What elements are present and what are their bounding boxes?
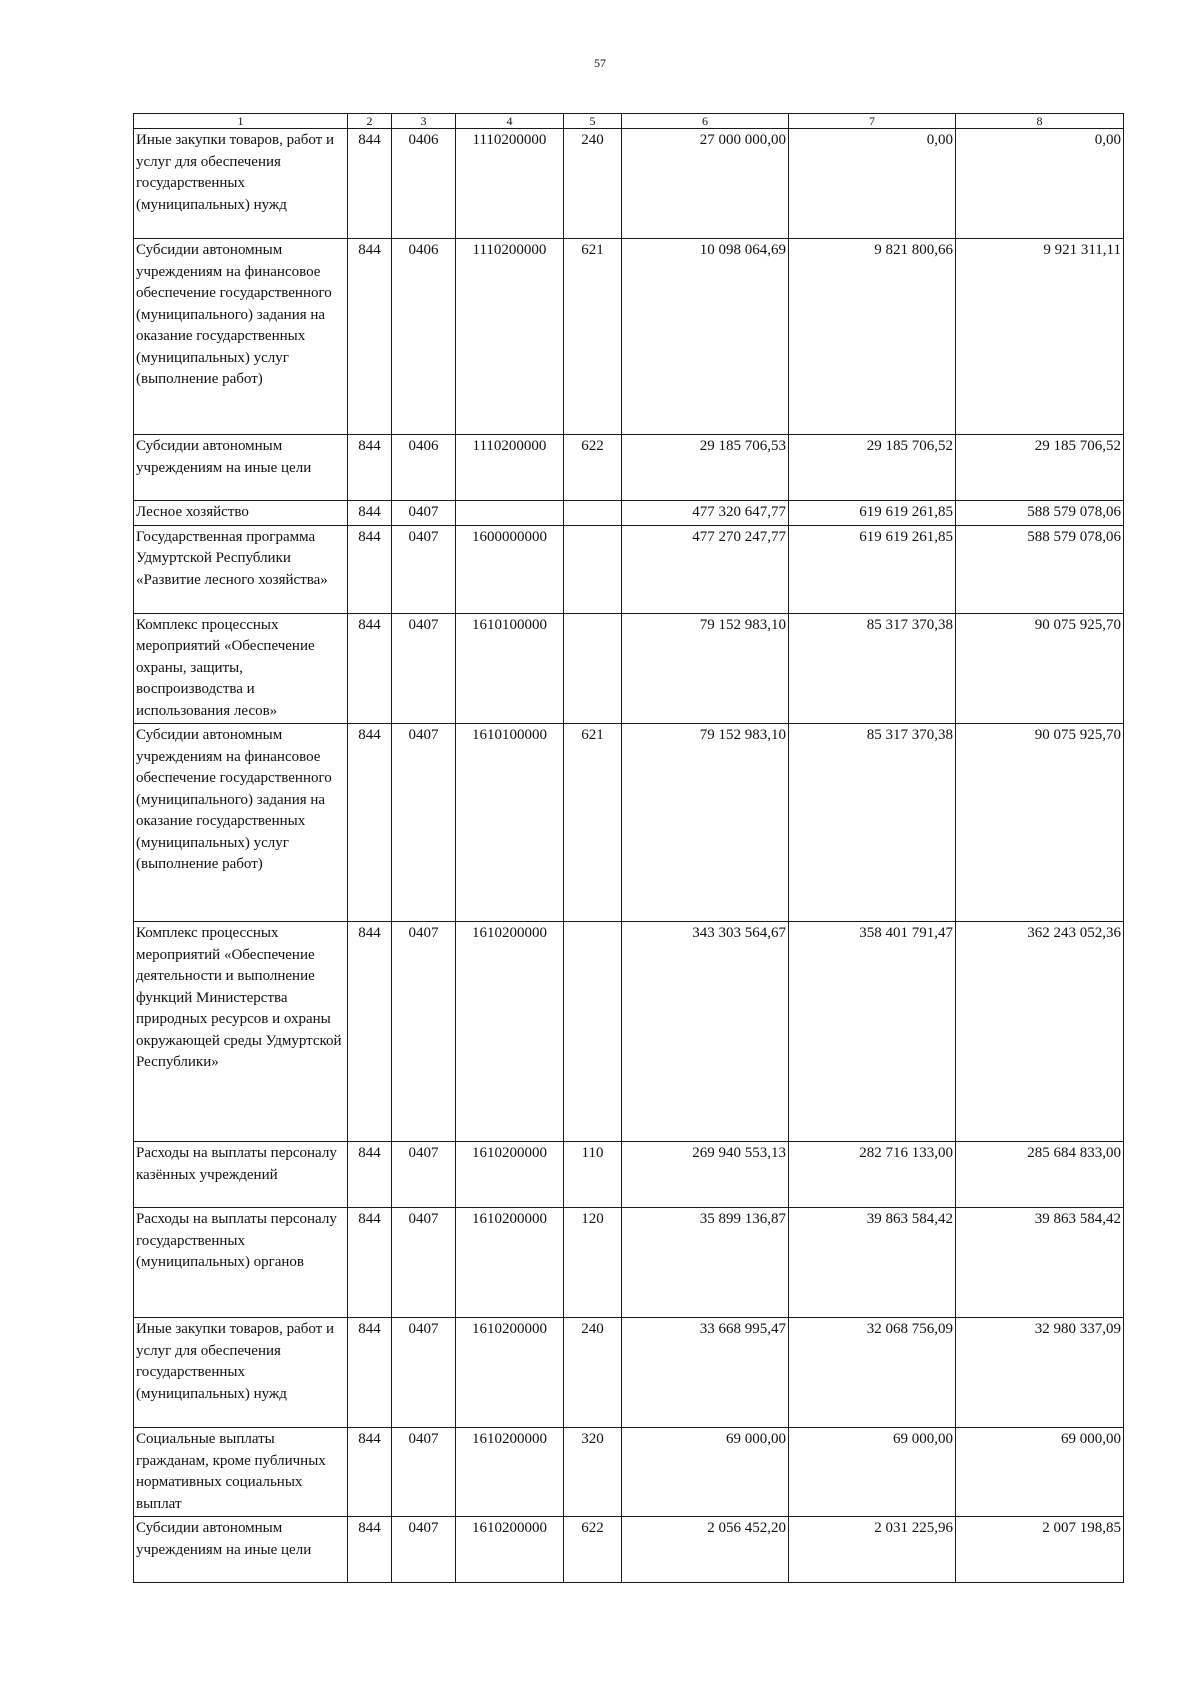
- expense-name: Иные закупки товаров, работ и услуг для обеспечения государственных (муниципальных) нужд: [134, 1318, 348, 1428]
- expense-type-code: [564, 922, 622, 1142]
- expense-name: Государственная программа Удмуртской Республики «Развитие лесного хозяйства»: [134, 525, 348, 613]
- amount-year-3: 362 243 052,36: [956, 922, 1124, 1142]
- target-article-code: 1610200000: [456, 1318, 564, 1428]
- table-row: [134, 435, 1124, 501]
- section-code: 0407: [392, 1208, 456, 1318]
- amount-year-3: 2 007 198,85: [956, 1517, 1124, 1583]
- amount-year-1: 269 940 553,13: [622, 1142, 789, 1208]
- amount-year-2: 619 619 261,85: [789, 501, 956, 526]
- table-body: [134, 129, 1124, 1583]
- amount-year-1: 79 152 983,10: [622, 613, 789, 724]
- expense-name: Субсидии автономным учреждениям на иные цели: [134, 1517, 348, 1583]
- target-article-code: [456, 501, 564, 526]
- expense-name: Субсидии автономным учреждениям на иные цели: [134, 435, 348, 501]
- amount-year-2: 39 863 584,42: [789, 1208, 956, 1318]
- table-row: [134, 501, 1124, 526]
- expense-type-code: 320: [564, 1428, 622, 1517]
- amount-year-3: 90 075 925,70: [956, 724, 1124, 922]
- ministry-code: 844: [348, 501, 392, 526]
- amount-year-1: 10 098 064,69: [622, 239, 789, 435]
- expense-name: Расходы на выплаты персоналу казённых учреждений: [134, 1142, 348, 1208]
- table-row: [134, 1142, 1124, 1208]
- target-article-code: 1610200000: [456, 1428, 564, 1517]
- table-row: [134, 922, 1124, 1142]
- amount-year-3: 39 863 584,42: [956, 1208, 1124, 1318]
- expense-type-code: [564, 501, 622, 526]
- target-article-code: 1110200000: [456, 129, 564, 239]
- amount-year-2: 358 401 791,47: [789, 922, 956, 1142]
- target-article-code: 1610200000: [456, 1208, 564, 1318]
- ministry-code: 844: [348, 1428, 392, 1517]
- target-article-code: 1600000000: [456, 525, 564, 613]
- section-code: 0407: [392, 1517, 456, 1583]
- page-number: 57: [594, 56, 606, 70]
- column-number: 8: [956, 114, 1124, 129]
- ministry-code: 844: [348, 724, 392, 922]
- section-code: 0407: [392, 501, 456, 526]
- section-code: 0407: [392, 525, 456, 613]
- amount-year-2: 0,00: [789, 129, 956, 239]
- column-number: 4: [456, 114, 564, 129]
- target-article-code: 1610100000: [456, 724, 564, 922]
- amount-year-2: 85 317 370,38: [789, 613, 956, 724]
- amount-year-2: 9 821 800,66: [789, 239, 956, 435]
- amount-year-1: 27 000 000,00: [622, 129, 789, 239]
- ministry-code: 844: [348, 1318, 392, 1428]
- ministry-code: 844: [348, 613, 392, 724]
- amount-year-1: 477 270 247,77: [622, 525, 789, 613]
- budget-table: [133, 113, 1124, 1583]
- amount-year-2: 619 619 261,85: [789, 525, 956, 613]
- amount-year-3: 0,00: [956, 129, 1124, 239]
- amount-year-3: 32 980 337,09: [956, 1318, 1124, 1428]
- target-article-code: 1610200000: [456, 1142, 564, 1208]
- table-row: [134, 1517, 1124, 1583]
- expense-type-code: 120: [564, 1208, 622, 1318]
- expense-type-code: 622: [564, 435, 622, 501]
- table-row: [134, 1208, 1124, 1318]
- amount-year-3: 90 075 925,70: [956, 613, 1124, 724]
- expense-type-code: 110: [564, 1142, 622, 1208]
- table-row: [134, 239, 1124, 435]
- target-article-code: 1610200000: [456, 1517, 564, 1583]
- ministry-code: 844: [348, 1142, 392, 1208]
- expense-name: Комплекс процессных мероприятий «Обеспечение деятельности и выполнение функций Министерства природных ресурсов и охраны окружающей среды Удмуртской Республики»: [134, 922, 348, 1142]
- expense-type-code: 622: [564, 1517, 622, 1583]
- section-code: 0407: [392, 1428, 456, 1517]
- amount-year-1: 2 056 452,20: [622, 1517, 789, 1583]
- target-article-code: 1110200000: [456, 239, 564, 435]
- table-row: [134, 525, 1124, 613]
- ministry-code: 844: [348, 129, 392, 239]
- section-code: 0406: [392, 435, 456, 501]
- ministry-code: 844: [348, 525, 392, 613]
- amount-year-1: 29 185 706,53: [622, 435, 789, 501]
- amount-year-3: 29 185 706,52: [956, 435, 1124, 501]
- table-row: [134, 724, 1124, 922]
- amount-year-1: 343 303 564,67: [622, 922, 789, 1142]
- column-number-row: [134, 114, 1124, 129]
- ministry-code: 844: [348, 435, 392, 501]
- section-code: 0407: [392, 724, 456, 922]
- amount-year-2: 85 317 370,38: [789, 724, 956, 922]
- amount-year-3: 588 579 078,06: [956, 501, 1124, 526]
- amount-year-1: 33 668 995,47: [622, 1318, 789, 1428]
- expense-name: Лесное хозяйство: [134, 501, 348, 526]
- column-number: 1: [134, 114, 348, 129]
- table-row: [134, 613, 1124, 724]
- expense-name: Иные закупки товаров, работ и услуг для обеспечения государственных (муниципальных) нужд: [134, 129, 348, 239]
- amount-year-2: 282 716 133,00: [789, 1142, 956, 1208]
- amount-year-1: 69 000,00: [622, 1428, 789, 1517]
- column-number: 6: [622, 114, 789, 129]
- table-row: [134, 129, 1124, 239]
- ministry-code: 844: [348, 239, 392, 435]
- section-code: 0406: [392, 129, 456, 239]
- table-row: [134, 1428, 1124, 1517]
- amount-year-1: 477 320 647,77: [622, 501, 789, 526]
- column-number: 5: [564, 114, 622, 129]
- section-code: 0406: [392, 239, 456, 435]
- amount-year-2: 29 185 706,52: [789, 435, 956, 501]
- expense-type-code: 621: [564, 724, 622, 922]
- ministry-code: 844: [348, 1517, 392, 1583]
- ministry-code: 844: [348, 922, 392, 1142]
- amount-year-3: 285 684 833,00: [956, 1142, 1124, 1208]
- section-code: 0407: [392, 1142, 456, 1208]
- amount-year-1: 35 899 136,87: [622, 1208, 789, 1318]
- section-code: 0407: [392, 1318, 456, 1428]
- section-code: 0407: [392, 922, 456, 1142]
- amount-year-2: 2 031 225,96: [789, 1517, 956, 1583]
- amount-year-2: 32 068 756,09: [789, 1318, 956, 1428]
- amount-year-3: 69 000,00: [956, 1428, 1124, 1517]
- expense-name: Субсидии автономным учреждениям на финансовое обеспечение государственного (муниципального) задания на оказание государственных (муниципальных) услуг (выполнение работ): [134, 724, 348, 922]
- expense-type-code: 240: [564, 1318, 622, 1428]
- expense-type-code: [564, 613, 622, 724]
- expense-name: Комплекс процессных мероприятий «Обеспечение охраны, защиты, воспроизводства и использования лесов»: [134, 613, 348, 724]
- amount-year-1: 79 152 983,10: [622, 724, 789, 922]
- column-number: 3: [392, 114, 456, 129]
- table-row: [134, 1318, 1124, 1428]
- expense-name: Расходы на выплаты персоналу государственных (муниципальных) органов: [134, 1208, 348, 1318]
- column-number: 2: [348, 114, 392, 129]
- section-code: 0407: [392, 613, 456, 724]
- expense-name: Социальные выплаты гражданам, кроме публичных нормативных социальных выплат: [134, 1428, 348, 1517]
- ministry-code: 844: [348, 1208, 392, 1318]
- amount-year-3: 588 579 078,06: [956, 525, 1124, 613]
- amount-year-3: 9 921 311,11: [956, 239, 1124, 435]
- expense-name: Субсидии автономным учреждениям на финансовое обеспечение государственного (муниципального) задания на оказание государственных (муниципальных) услуг (выполнение работ): [134, 239, 348, 435]
- expense-type-code: 240: [564, 129, 622, 239]
- amount-year-2: 69 000,00: [789, 1428, 956, 1517]
- expense-type-code: 621: [564, 239, 622, 435]
- target-article-code: 1610100000: [456, 613, 564, 724]
- target-article-code: 1110200000: [456, 435, 564, 501]
- target-article-code: 1610200000: [456, 922, 564, 1142]
- expense-type-code: [564, 525, 622, 613]
- column-number: 7: [789, 114, 956, 129]
